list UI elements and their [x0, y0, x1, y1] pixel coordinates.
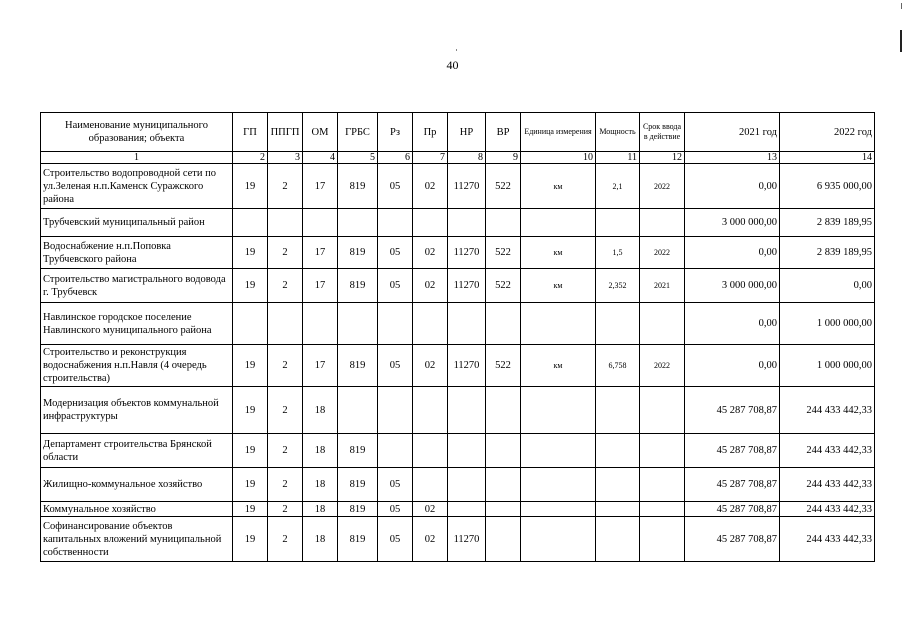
cell-gp: 19 [233, 164, 268, 209]
cell-2022: 0,00 [780, 269, 875, 303]
header-2022: 2022 год [780, 113, 875, 152]
cell-gp: 19 [233, 434, 268, 468]
cell-nr [448, 468, 486, 502]
cell-name: Коммунальное хозяйство [41, 502, 233, 517]
cell-ppgp: 2 [268, 468, 303, 502]
cell-unit [521, 502, 596, 517]
cell-vr [486, 209, 521, 237]
table-row [41, 209, 875, 237]
cell-unit [521, 303, 596, 345]
column-number: 6 [378, 152, 413, 164]
cell-term: 2022 [640, 237, 685, 269]
cell-rz: 05 [378, 517, 413, 562]
column-number: 3 [268, 152, 303, 164]
cell-rz: 05 [378, 502, 413, 517]
cell-rz: 05 [378, 269, 413, 303]
cell-grbs: 819 [338, 269, 378, 303]
cell-ppgp: 2 [268, 387, 303, 434]
cell-2021: 0,00 [685, 164, 780, 209]
cell-2021: 45 287 708,87 [685, 434, 780, 468]
cell-grbs: 819 [338, 468, 378, 502]
cell-rz [378, 209, 413, 237]
table-row [41, 387, 875, 434]
header-2021: 2021 год [685, 113, 780, 152]
cell-nr: 11270 [448, 237, 486, 269]
cell-2021: 0,00 [685, 345, 780, 387]
header-unit: Единица измерения [521, 113, 596, 152]
cell-2021: 45 287 708,87 [685, 517, 780, 562]
cell-unit: км [521, 345, 596, 387]
column-number: 4 [303, 152, 338, 164]
cell-gp [233, 209, 268, 237]
header-nr: НР [448, 113, 486, 152]
table-row [41, 237, 875, 269]
cell-ppgp: 2 [268, 269, 303, 303]
cell-unit: км [521, 164, 596, 209]
cell-pr [413, 209, 448, 237]
cell-om [303, 209, 338, 237]
cell-pr [413, 303, 448, 345]
cell-nr [448, 387, 486, 434]
cell-power [596, 387, 640, 434]
cell-unit: км [521, 269, 596, 303]
column-number: 5 [338, 152, 378, 164]
cell-ppgp: 2 [268, 345, 303, 387]
cell-om: 17 [303, 269, 338, 303]
cell-grbs [338, 303, 378, 345]
cell-power [596, 209, 640, 237]
cell-2022: 244 433 442,33 [780, 502, 875, 517]
cell-unit [521, 209, 596, 237]
cell-ppgp: 2 [268, 237, 303, 269]
cell-name: Водоснабжение н.п.Поповка Трубчевского района [41, 237, 233, 269]
cell-2022: 6 935 000,00 [780, 164, 875, 209]
cell-om: 18 [303, 517, 338, 562]
table-row [41, 345, 875, 387]
cell-pr: 02 [413, 164, 448, 209]
cell-om: 18 [303, 387, 338, 434]
cell-om: 18 [303, 502, 338, 517]
cell-vr [486, 434, 521, 468]
cell-nr: 11270 [448, 517, 486, 562]
cell-vr [486, 502, 521, 517]
cell-name: Навлинское городское поселение Навлинского муниципального района [41, 303, 233, 345]
cell-power: 6,758 [596, 345, 640, 387]
table-row [41, 269, 875, 303]
cell-grbs: 819 [338, 517, 378, 562]
cell-rz: 05 [378, 164, 413, 209]
cell-vr: 522 [486, 345, 521, 387]
scan-edge-dot [901, 3, 902, 9]
cell-pr [413, 434, 448, 468]
cell-term [640, 517, 685, 562]
cell-name: Жилищно-коммунальное хозяйство [41, 468, 233, 502]
cell-pr [413, 468, 448, 502]
header-grbs: ГРБС [338, 113, 378, 152]
table-row [41, 517, 875, 562]
cell-2022: 244 433 442,33 [780, 434, 875, 468]
cell-gp: 19 [233, 517, 268, 562]
cell-term [640, 502, 685, 517]
cell-2021: 0,00 [685, 303, 780, 345]
table-row [41, 468, 875, 502]
cell-2022: 1 000 000,00 [780, 345, 875, 387]
cell-2021: 3 000 000,00 [685, 269, 780, 303]
header-om: ОМ [303, 113, 338, 152]
cell-vr: 522 [486, 237, 521, 269]
cell-ppgp [268, 303, 303, 345]
cell-rz: 05 [378, 345, 413, 387]
cell-term [640, 303, 685, 345]
scan-dot [456, 49, 457, 51]
cell-power [596, 502, 640, 517]
cell-term: 2021 [640, 269, 685, 303]
cell-rz [378, 303, 413, 345]
column-number: 10 [521, 152, 596, 164]
cell-term: 2022 [640, 345, 685, 387]
cell-om [303, 303, 338, 345]
column-number: 14 [780, 152, 875, 164]
cell-nr: 11270 [448, 164, 486, 209]
cell-pr: 02 [413, 517, 448, 562]
cell-2022: 244 433 442,33 [780, 468, 875, 502]
cell-grbs [338, 209, 378, 237]
cell-2022: 1 000 000,00 [780, 303, 875, 345]
cell-2021: 45 287 708,87 [685, 387, 780, 434]
cell-2022: 244 433 442,33 [780, 517, 875, 562]
cell-om: 17 [303, 164, 338, 209]
table-row [41, 303, 875, 345]
cell-name: Трубчевский муниципальный район [41, 209, 233, 237]
column-number: 7 [413, 152, 448, 164]
cell-ppgp [268, 209, 303, 237]
cell-2022: 2 839 189,95 [780, 237, 875, 269]
table-row [41, 164, 875, 209]
column-number: 2 [233, 152, 268, 164]
cell-om: 18 [303, 434, 338, 468]
column-number: 8 [448, 152, 486, 164]
cell-ppgp: 2 [268, 517, 303, 562]
column-number: 11 [596, 152, 640, 164]
cell-term: 2022 [640, 164, 685, 209]
header-vr: ВР [486, 113, 521, 152]
cell-pr: 02 [413, 237, 448, 269]
cell-vr [486, 517, 521, 562]
cell-gp: 19 [233, 468, 268, 502]
header-ppgp: ППГП [268, 113, 303, 152]
cell-name: Департамент строительства Брянской области [41, 434, 233, 468]
cell-grbs: 819 [338, 237, 378, 269]
scan-edge-mark [900, 30, 902, 52]
cell-vr [486, 387, 521, 434]
cell-power: 1,5 [596, 237, 640, 269]
cell-pr: 02 [413, 502, 448, 517]
cell-gp: 19 [233, 237, 268, 269]
cell-grbs: 819 [338, 434, 378, 468]
cell-power [596, 517, 640, 562]
cell-nr [448, 209, 486, 237]
header-name: Наименование муниципального образования; объекта [41, 113, 233, 152]
cell-unit [521, 434, 596, 468]
table-row [41, 434, 875, 468]
cell-2021: 0,00 [685, 237, 780, 269]
cell-pr: 02 [413, 345, 448, 387]
cell-power [596, 303, 640, 345]
cell-2021: 45 287 708,87 [685, 502, 780, 517]
cell-grbs [338, 387, 378, 434]
cell-vr: 522 [486, 164, 521, 209]
page-number: 40 [446, 58, 459, 72]
cell-nr [448, 303, 486, 345]
cell-nr [448, 434, 486, 468]
header-rz: Рз [378, 113, 413, 152]
cell-pr: 02 [413, 269, 448, 303]
cell-unit [521, 517, 596, 562]
header-row [41, 113, 875, 152]
cell-vr [486, 468, 521, 502]
cell-ppgp: 2 [268, 164, 303, 209]
cell-om: 17 [303, 237, 338, 269]
cell-power: 2,352 [596, 269, 640, 303]
cell-gp: 19 [233, 269, 268, 303]
cell-term [640, 387, 685, 434]
column-number: 13 [685, 152, 780, 164]
cell-rz: 05 [378, 237, 413, 269]
cell-2022: 244 433 442,33 [780, 387, 875, 434]
cell-term [640, 209, 685, 237]
cell-term [640, 468, 685, 502]
cell-rz [378, 434, 413, 468]
column-number-row [41, 152, 875, 164]
cell-2022: 2 839 189,95 [780, 209, 875, 237]
column-number: 12 [640, 152, 685, 164]
cell-ppgp: 2 [268, 434, 303, 468]
cell-gp: 19 [233, 387, 268, 434]
cell-power [596, 434, 640, 468]
header-term: Срок ввода в действие [640, 113, 685, 152]
cell-unit [521, 387, 596, 434]
cell-gp [233, 303, 268, 345]
cell-unit: км [521, 237, 596, 269]
cell-power: 2,1 [596, 164, 640, 209]
cell-name: Строительство и реконструкция водоснабжения н.п.Навля (4 очередь строительства) [41, 345, 233, 387]
cell-ppgp: 2 [268, 502, 303, 517]
cell-2021: 45 287 708,87 [685, 468, 780, 502]
cell-grbs: 819 [338, 345, 378, 387]
cell-name: Строительство магистрального водовода г. Трубчевск [41, 269, 233, 303]
cell-vr [486, 303, 521, 345]
table-row [41, 502, 875, 517]
header-gp: ГП [233, 113, 268, 152]
cell-nr: 11270 [448, 269, 486, 303]
cell-2021: 3 000 000,00 [685, 209, 780, 237]
column-number: 9 [486, 152, 521, 164]
column-number: 1 [41, 152, 233, 164]
cell-name: Строительство водопроводной сети по ул.Зеленая н.п.Каменск Суражского района [41, 164, 233, 209]
cell-om: 17 [303, 345, 338, 387]
cell-unit [521, 468, 596, 502]
cell-name: Модернизация объектов коммунальной инфраструктуры [41, 387, 233, 434]
cell-rz: 05 [378, 468, 413, 502]
header-pr: Пр [413, 113, 448, 152]
cell-nr [448, 502, 486, 517]
cell-gp: 19 [233, 502, 268, 517]
cell-om: 18 [303, 468, 338, 502]
cell-pr [413, 387, 448, 434]
cell-vr: 522 [486, 269, 521, 303]
cell-grbs: 819 [338, 502, 378, 517]
cell-term [640, 434, 685, 468]
cell-nr: 11270 [448, 345, 486, 387]
cell-power [596, 468, 640, 502]
cell-name: Софинансирование объектов капитальных вложений муниципальной собственности [41, 517, 233, 562]
cell-gp: 19 [233, 345, 268, 387]
header-power: Мощность [596, 113, 640, 152]
cell-rz [378, 387, 413, 434]
budget-table [40, 112, 875, 562]
cell-grbs: 819 [338, 164, 378, 209]
